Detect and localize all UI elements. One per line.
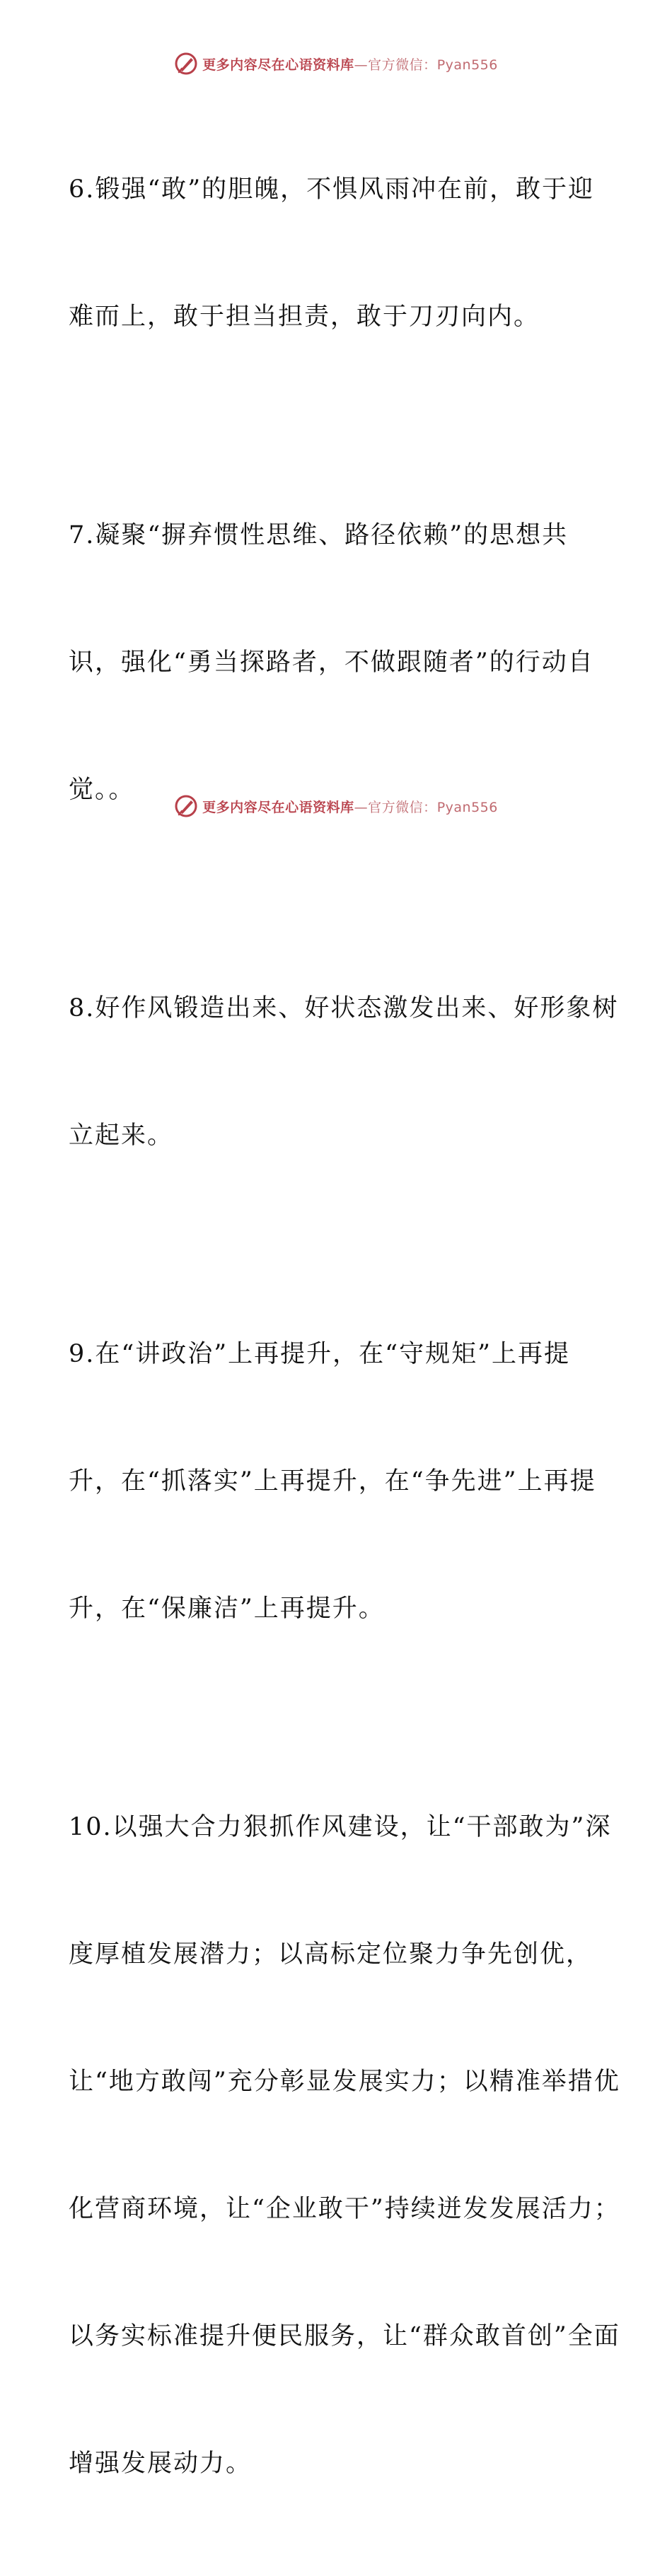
header-watermark [0,49,672,78]
paragraph-line: 化营商环境，让“企业敢干”持续迸发发展活力； [69,2195,620,2223]
watermark-text [202,54,498,74]
paragraph-line: 增强发展动力。 [69,2449,253,2478]
paragraph-line: 6.锻强“敢”的胆魄，不惧风雨冲在前，敢于迎 [69,175,595,204]
paragraph-item-9 [69,1248,606,1715]
document-body [69,83,620,2576]
quill-pen-logo-icon [174,52,198,76]
watermark-separator: — [354,57,369,73]
paragraph-line: 7.凝聚“摒弃惯性思维、路径依赖”的思想共 [69,521,569,549]
watermark-brand: 更多内容尽在心语资料库 [202,57,354,73]
paragraph-item-6 [69,83,606,423]
paragraph-line: 8.好作风锻造出来、好状态激发出来、好形象树 [69,994,619,1022]
paragraph-line: 升，在“抓落实”上再提升，在“争先进”上再提 [69,1467,596,1496]
watermark-account: Pyan556 [436,57,498,73]
paragraph-item-10 [69,1721,620,2570]
watermark-separator: — [354,799,369,815]
paragraph-line: 识，强化“勇当探路者，不做跟随者”的行动自 [69,648,594,677]
watermark-official-label: 官方微信： [368,799,437,815]
paragraph-item-7 [69,429,606,896]
paragraph-line: 度厚植发展潜力；以高标定位聚力争先创优， [69,1940,593,1969]
paragraph-line: 让“地方敢闯”充分彰显发展实力；以精准举措优 [69,2068,620,2096]
paragraph-line: 以务实标准提升便民服务，让“群众敢首创”全面 [69,2322,620,2350]
paragraph-line: 觉。。 [69,776,135,804]
footer-watermark [0,792,672,820]
quill-pen-logo-icon [174,794,198,818]
watermark-text [202,797,498,816]
watermark-official-label: 官方微信： [368,57,437,73]
watermark-brand: 更多内容尽在心语资料库 [202,799,354,815]
paragraph-line: 10.以强大合力狠抓作风建设，让“干部敢为”深 [69,1813,612,1841]
watermark-account: Pyan556 [436,799,498,815]
paragraph-line: 9.在“讲政治”上再提升，在“守规矩”上再提 [69,1340,570,1368]
paragraph-line: 立起来。 [69,1121,174,1150]
paragraph-item-8 [69,902,619,1242]
paragraph-line: 升，在“保廉洁”上再提升。 [69,1595,385,1623]
paragraph-line: 难而上，敢于担当担责，敢于刀刃向内。 [69,303,540,331]
